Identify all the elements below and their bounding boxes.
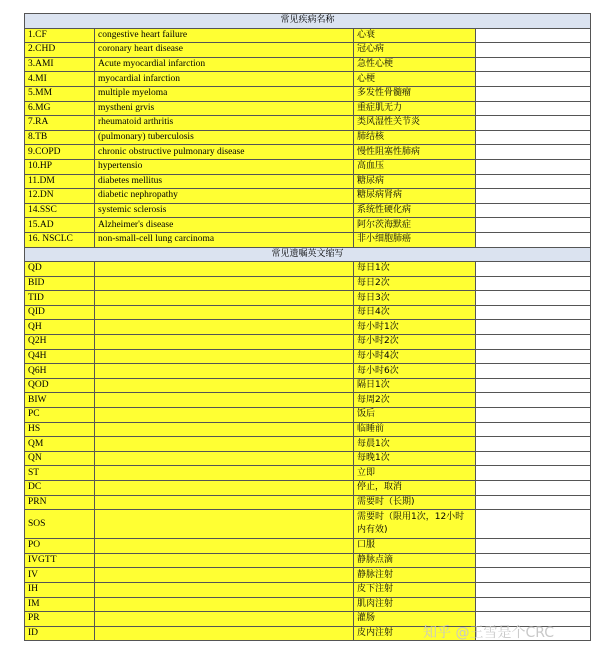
table-row xyxy=(25,335,591,350)
empty-cell xyxy=(95,626,354,641)
abbreviation-cell: IV xyxy=(25,568,95,583)
table-row xyxy=(25,582,591,597)
section-title: 常见疾病名称 xyxy=(25,14,591,29)
table-row xyxy=(25,568,591,583)
meaning-cell: 停止，取消 xyxy=(354,481,476,496)
empty-cell xyxy=(476,466,591,481)
english-name-cell: congestive heart failure xyxy=(95,28,354,43)
table-row xyxy=(25,349,591,364)
meaning-cell: 每小时4次 xyxy=(354,349,476,364)
table-row xyxy=(25,408,591,423)
abbreviation-cell: 1.CF xyxy=(25,28,95,43)
table-row xyxy=(25,86,591,101)
abbreviation-cell: PO xyxy=(25,539,95,554)
meaning-cell: 每日1次 xyxy=(354,262,476,277)
empty-cell xyxy=(476,28,591,43)
abbreviation-cell: 3.AMI xyxy=(25,57,95,72)
chinese-name-cell: 心衰 xyxy=(354,28,476,43)
abbreviation-cell: IH xyxy=(25,582,95,597)
table-row xyxy=(25,437,591,452)
table-row xyxy=(25,116,591,131)
abbreviation-cell: 12.DN xyxy=(25,189,95,204)
empty-cell xyxy=(95,364,354,379)
meaning-cell: 每日4次 xyxy=(354,305,476,320)
meaning-cell: 每小时2次 xyxy=(354,335,476,350)
meaning-cell: 每周2次 xyxy=(354,393,476,408)
empty-cell xyxy=(95,262,354,277)
abbreviation-cell: Q6H xyxy=(25,364,95,379)
meaning-cell: 需要时（长期) xyxy=(354,495,476,510)
abbreviation-cell: HS xyxy=(25,422,95,437)
table-row xyxy=(25,378,591,393)
table-row xyxy=(25,72,591,87)
empty-cell xyxy=(476,57,591,72)
empty-cell xyxy=(476,43,591,58)
table-row xyxy=(25,43,591,58)
table-row xyxy=(25,130,591,145)
english-name-cell: systemic sclerosis xyxy=(95,203,354,218)
abbreviation-cell: 8.TB xyxy=(25,130,95,145)
abbreviation-cell: PR xyxy=(25,612,95,627)
empty-cell xyxy=(476,116,591,131)
empty-cell xyxy=(476,218,591,233)
meaning-cell: 肌肉注射 xyxy=(354,597,476,612)
empty-cell xyxy=(95,582,354,597)
section-header-diseases xyxy=(25,14,591,29)
empty-cell xyxy=(476,495,591,510)
table-row xyxy=(25,276,591,291)
meaning-cell: 皮内注射 xyxy=(354,626,476,641)
meaning-cell: 隔日1次 xyxy=(354,378,476,393)
table-row xyxy=(25,539,591,554)
empty-cell xyxy=(95,451,354,466)
empty-cell xyxy=(476,510,591,539)
empty-cell xyxy=(476,291,591,306)
empty-cell xyxy=(476,262,591,277)
empty-cell xyxy=(476,553,591,568)
empty-cell xyxy=(476,437,591,452)
empty-cell xyxy=(476,408,591,423)
empty-cell xyxy=(95,553,354,568)
empty-cell xyxy=(476,422,591,437)
empty-cell xyxy=(95,597,354,612)
table-row xyxy=(25,553,591,568)
table-row xyxy=(25,189,591,204)
table-row xyxy=(25,510,591,539)
table-row xyxy=(25,451,591,466)
abbreviation-cell: BIW xyxy=(25,393,95,408)
empty-cell xyxy=(476,276,591,291)
abbreviation-cell: SOS xyxy=(25,510,95,539)
empty-cell xyxy=(476,130,591,145)
chinese-name-cell: 高血压 xyxy=(354,159,476,174)
abbreviation-cell: 6.MG xyxy=(25,101,95,116)
table-row xyxy=(25,174,591,189)
empty-cell xyxy=(476,393,591,408)
empty-cell xyxy=(476,364,591,379)
abbreviation-cell: QOD xyxy=(25,378,95,393)
empty-cell xyxy=(95,408,354,423)
medical-abbreviation-table xyxy=(24,13,591,641)
meaning-cell: 每小时1次 xyxy=(354,320,476,335)
table-row xyxy=(25,159,591,174)
empty-cell xyxy=(476,582,591,597)
empty-cell xyxy=(476,189,591,204)
abbreviation-cell: 5.MM xyxy=(25,86,95,101)
empty-cell xyxy=(95,539,354,554)
empty-cell xyxy=(476,159,591,174)
english-name-cell: coronary heart disease xyxy=(95,43,354,58)
table-row xyxy=(25,291,591,306)
empty-cell xyxy=(476,86,591,101)
abbreviation-cell: IVGTT xyxy=(25,553,95,568)
empty-cell xyxy=(95,612,354,627)
meaning-cell: 立即 xyxy=(354,466,476,481)
chinese-name-cell: 阿尔茨海默症 xyxy=(354,218,476,233)
meaning-cell: 口服 xyxy=(354,539,476,554)
table-row xyxy=(25,203,591,218)
meaning-cell: 每晚1次 xyxy=(354,451,476,466)
table-row xyxy=(25,57,591,72)
abbreviation-cell: 16. NSCLC xyxy=(25,232,95,247)
empty-cell xyxy=(476,305,591,320)
meaning-cell: 饭后 xyxy=(354,408,476,423)
table-row xyxy=(25,393,591,408)
chinese-name-cell: 重症肌无力 xyxy=(354,101,476,116)
empty-cell xyxy=(476,568,591,583)
english-name-cell: diabetic nephropathy xyxy=(95,189,354,204)
abbreviation-cell: 15.AD xyxy=(25,218,95,233)
abbreviation-cell: IM xyxy=(25,597,95,612)
section-title: 常见遗嘱英文缩写 xyxy=(25,247,591,262)
empty-cell xyxy=(95,320,354,335)
chinese-name-cell: 慢性阻塞性肺病 xyxy=(354,145,476,160)
empty-cell xyxy=(95,393,354,408)
table-row xyxy=(25,232,591,247)
abbreviation-cell: QID xyxy=(25,305,95,320)
table-row xyxy=(25,422,591,437)
chinese-name-cell: 非小细胞肺癌 xyxy=(354,232,476,247)
english-name-cell: multiple myeloma xyxy=(95,86,354,101)
meaning-cell: 每日3次 xyxy=(354,291,476,306)
table-row xyxy=(25,320,591,335)
abbreviation-cell: QN xyxy=(25,451,95,466)
empty-cell xyxy=(476,378,591,393)
abbreviation-cell: PC xyxy=(25,408,95,423)
empty-cell xyxy=(95,510,354,539)
meaning-cell: 每日2次 xyxy=(354,276,476,291)
empty-cell xyxy=(476,203,591,218)
abbreviation-cell: DC xyxy=(25,481,95,496)
table-row xyxy=(25,28,591,43)
chinese-name-cell: 系统性硬化病 xyxy=(354,203,476,218)
table-row xyxy=(25,305,591,320)
meaning-cell: 静脉注射 xyxy=(354,568,476,583)
english-name-cell: (pulmonary) tuberculosis xyxy=(95,130,354,145)
english-name-cell: mystheni grvis xyxy=(95,101,354,116)
empty-cell xyxy=(476,174,591,189)
chinese-name-cell: 多发性骨髓瘤 xyxy=(354,86,476,101)
english-name-cell: hypertensio xyxy=(95,159,354,174)
meaning-cell: 静脉点滴 xyxy=(354,553,476,568)
empty-cell xyxy=(476,349,591,364)
english-name-cell: non-small-cell lung carcinoma xyxy=(95,232,354,247)
empty-cell xyxy=(476,539,591,554)
meaning-cell: 每小时6次 xyxy=(354,364,476,379)
empty-cell xyxy=(476,101,591,116)
table-row xyxy=(25,597,591,612)
abbreviation-cell: 10.HP xyxy=(25,159,95,174)
meaning-cell: 需要时（限用1次，12小时内有效) xyxy=(354,510,476,539)
empty-cell xyxy=(95,495,354,510)
english-name-cell: myocardial infarction xyxy=(95,72,354,87)
abbreviation-cell: QD xyxy=(25,262,95,277)
empty-cell xyxy=(95,305,354,320)
meaning-cell: 临睡前 xyxy=(354,422,476,437)
table-row xyxy=(25,481,591,496)
section-header-orders xyxy=(25,247,591,262)
english-name-cell: chronic obstructive pulmonary disease xyxy=(95,145,354,160)
chinese-name-cell: 冠心病 xyxy=(354,43,476,58)
abbreviation-cell: PRN xyxy=(25,495,95,510)
empty-cell xyxy=(95,349,354,364)
table-row xyxy=(25,495,591,510)
abbreviation-cell: Q2H xyxy=(25,335,95,350)
empty-cell xyxy=(95,276,354,291)
table-row xyxy=(25,466,591,481)
abbreviation-cell: TID xyxy=(25,291,95,306)
chinese-name-cell: 心梗 xyxy=(354,72,476,87)
abbreviation-cell: ST xyxy=(25,466,95,481)
table-row xyxy=(25,262,591,277)
chinese-name-cell: 糖尿病 xyxy=(354,174,476,189)
abbreviation-cell: 14.SSC xyxy=(25,203,95,218)
empty-cell xyxy=(476,597,591,612)
empty-cell xyxy=(476,335,591,350)
abbreviation-cell: Q4H xyxy=(25,349,95,364)
meaning-cell: 灌肠 xyxy=(354,612,476,627)
empty-cell xyxy=(95,481,354,496)
abbreviation-cell: QH xyxy=(25,320,95,335)
abbreviation-cell: QM xyxy=(25,437,95,452)
meaning-cell: 皮下注射 xyxy=(354,582,476,597)
empty-cell xyxy=(95,437,354,452)
abbreviation-cell: 11.DM xyxy=(25,174,95,189)
table-row xyxy=(25,145,591,160)
table-row xyxy=(25,101,591,116)
english-name-cell: Alzheimer's disease xyxy=(95,218,354,233)
empty-cell xyxy=(95,335,354,350)
abbreviation-cell: BID xyxy=(25,276,95,291)
empty-cell xyxy=(95,568,354,583)
table-body xyxy=(25,14,591,641)
chinese-name-cell: 肺结核 xyxy=(354,130,476,145)
chinese-name-cell: 类风湿性关节炎 xyxy=(354,116,476,131)
empty-cell xyxy=(95,466,354,481)
empty-cell xyxy=(476,72,591,87)
empty-cell xyxy=(476,481,591,496)
abbreviation-cell: 4.MI xyxy=(25,72,95,87)
empty-cell xyxy=(476,451,591,466)
meaning-cell: 每晨1次 xyxy=(354,437,476,452)
abbreviation-cell: 7.RA xyxy=(25,116,95,131)
chinese-name-cell: 糖尿病肾病 xyxy=(354,189,476,204)
empty-cell xyxy=(95,422,354,437)
empty-cell xyxy=(476,232,591,247)
empty-cell xyxy=(476,320,591,335)
empty-cell xyxy=(95,378,354,393)
watermark: 知乎 @王雪是个CRC xyxy=(423,625,555,641)
abbreviation-cell: 9.COPD xyxy=(25,145,95,160)
chinese-name-cell: 急性心梗 xyxy=(354,57,476,72)
english-name-cell: diabetes mellitus xyxy=(95,174,354,189)
abbreviation-cell: ID xyxy=(25,626,95,641)
empty-cell xyxy=(476,145,591,160)
english-name-cell: Acute myocardial infarction xyxy=(95,57,354,72)
empty-cell xyxy=(95,291,354,306)
table-row xyxy=(25,364,591,379)
english-name-cell: rheumatoid arthritis xyxy=(95,116,354,131)
abbreviation-cell: 2.CHD xyxy=(25,43,95,58)
table-row xyxy=(25,218,591,233)
